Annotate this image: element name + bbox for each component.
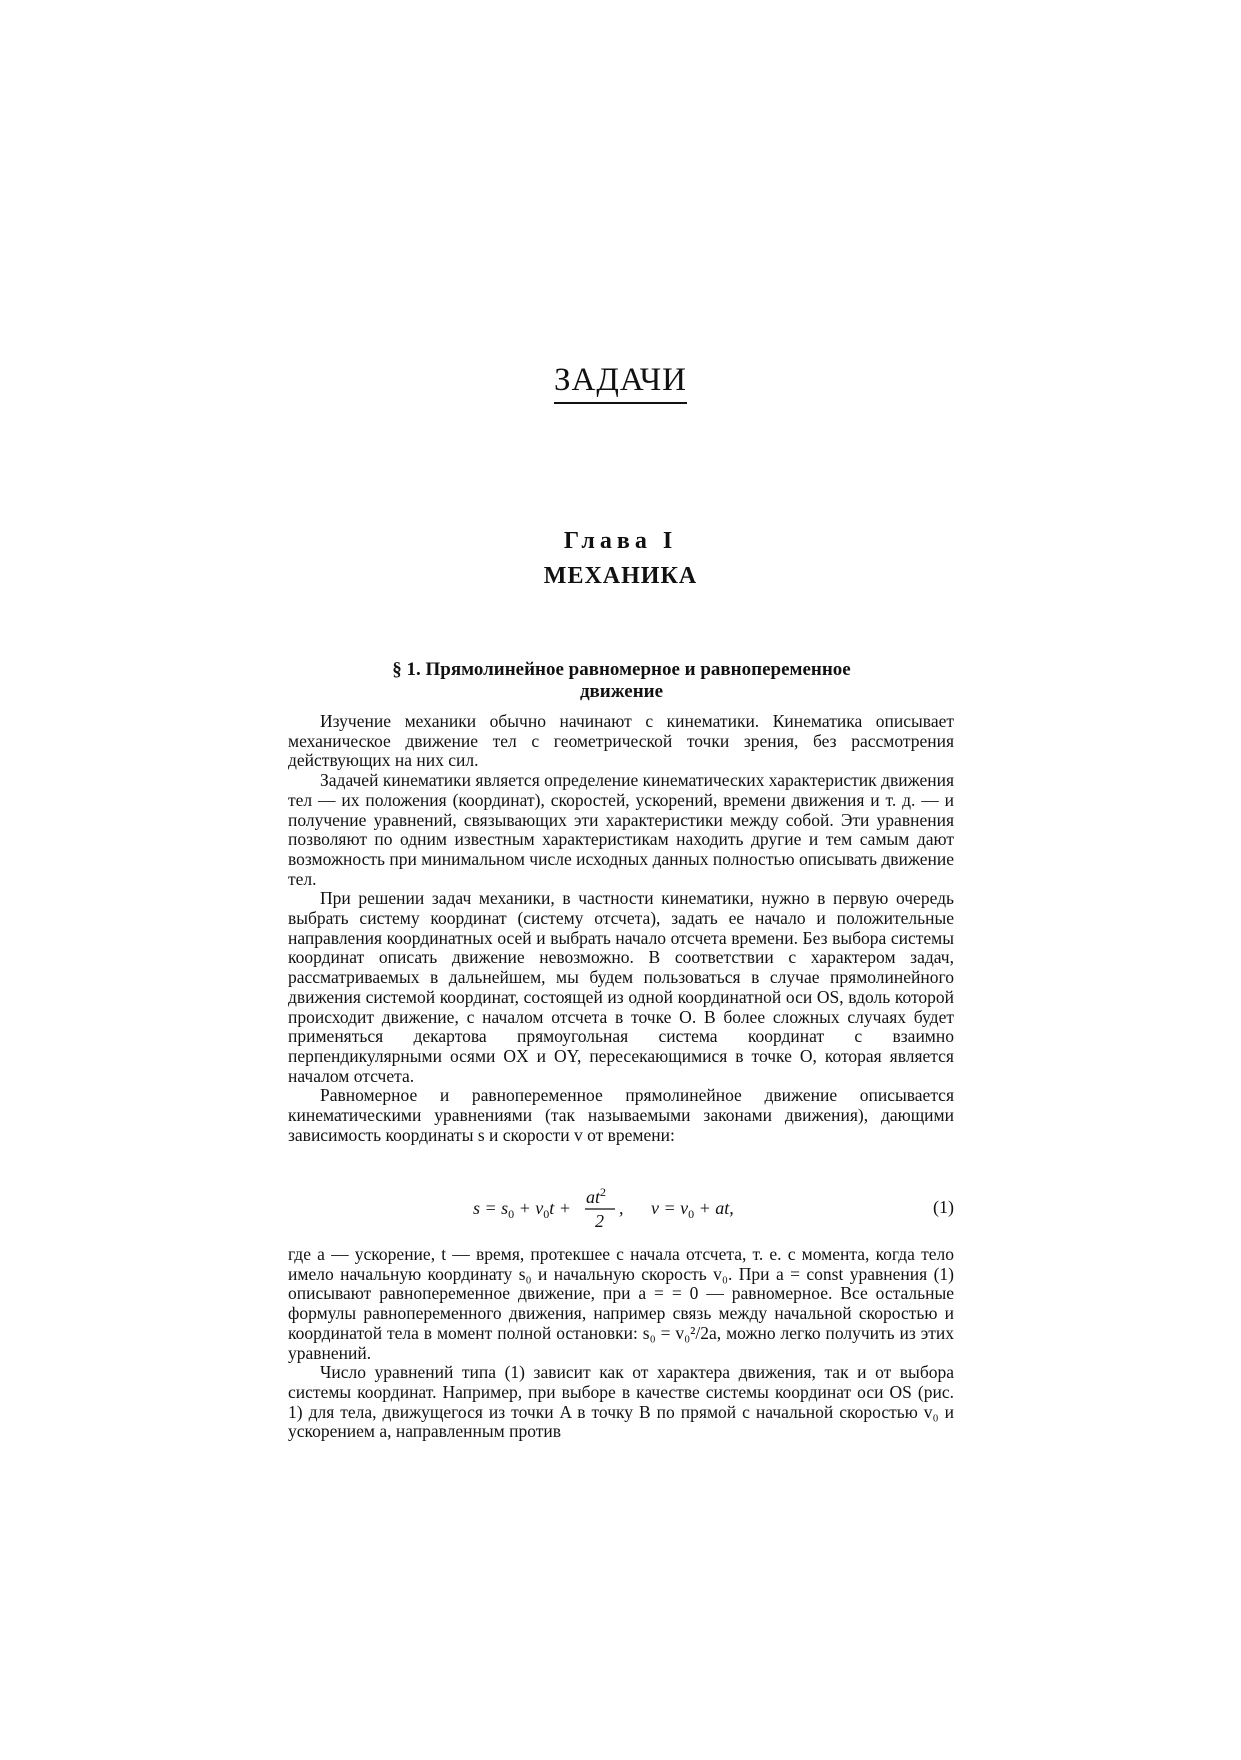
paragraph: где a — ускорение, t — время, протекшее с начала отсчета, т. е. с момента, когда тело имело начальную координату s₀ и начальную скорость v₀. При a = const уравнения (1) описывают равнопеременное движение, при a = = 0 — равномерное. Все остальные формулы равнопеременного движения, например связь между начальной скоростью и координатой тела в момент полной остановки: s₀ = v₀²/2a, можно легко получить из этих уравнений. <box>288 1244 954 1363</box>
section-title-line-2: движение <box>579 681 664 702</box>
svg-text:v = v0 + at, <box>651 1198 734 1221</box>
eq-sub: 0 <box>688 1207 695 1221</box>
eq-t-plus: t + <box>549 1198 571 1218</box>
equation-svg <box>473 1187 773 1231</box>
eq-tail: + at, <box>694 1198 734 1218</box>
svg-text:s = s0 + v0t + <box>473 1198 571 1221</box>
eq-plus-v: + v <box>514 1198 544 1218</box>
equation-number: (1) <box>933 1197 954 1217</box>
body-text-before-equation <box>288 712 954 1145</box>
part-title-text: ЗАДАЧИ <box>554 363 687 404</box>
eq-rhs: v = v <box>651 1198 689 1218</box>
part-title <box>0 362 1241 404</box>
paragraph: Изучение механики обычно начинают с кинематики. Кинематика описывает механическое движение тел с геометрической точки зрения, без рассмотрения действующих на них сил. <box>288 711 954 771</box>
body-text-after-equation <box>288 1245 954 1442</box>
paragraph: При решении задач механики, в частности кинематики, нужно в первую очередь выбрать систему координат (систему отсчета), задать ее начало и положительные направления координатных осей и выбрать начало отсчета времени. Без выбора системы координат описать движение невозможно. В соответствии с характером задач, рассматриваемых в дальнейшем, мы будем пользоваться в случае прямолинейного движения системой координат, состоящей из одной координатной оси OS, вдоль которой происходит движение, с началом отсчета в точке O. В более сложных случаях будет применяться декартова прямоугольная система координат с взаимно перпендикулярными осями OX и OY, пересекающимися в точке O, которая является началом отсчета. <box>288 888 954 1086</box>
equation-formula <box>473 1187 773 1236</box>
section-title <box>300 659 943 703</box>
eq-sq: 2 <box>600 1187 607 1199</box>
eq-frac-num: at <box>586 1187 601 1207</box>
section-title-line-1: § 1. Прямолинейное равномерное и равнопеременное <box>392 659 851 680</box>
eq-sep: , <box>619 1198 624 1218</box>
chapter-label: Глава I <box>563 528 678 554</box>
paragraph: Равномерное и равнопеременное прямолинейное движение описывается кинематическими уравнениями (так называемыми законами движения), дающими зависимость координаты s и скорости v от времени: <box>288 1085 954 1145</box>
eq-lhs: s = s <box>473 1198 509 1218</box>
chapter-title: МЕХАНИКА <box>543 563 698 589</box>
paragraph: Число уравнений типа (1) зависит как от характера движения, так и от выбора системы координат. Например, при выборе в качестве системы координат оси OS (рис. 1) для тела, движущегося из точки A в точку B по прямой с начальной скоростью v₀ и ускорением a, направленным против <box>288 1362 954 1442</box>
eq-sub: 0 <box>543 1207 550 1221</box>
paragraph: Задачей кинематики является определение кинематических характеристик движения тел — их положения (координат), скоростей, ускорений, времени движения и т. д. — и получение уравнений, связывающих эти характеристики между собой. Эти уравнения позволяют по одним известным характеристикам находить другие и тем самым дают возможность при минимальном числе исходных данных полностью описывать движение тел. <box>288 770 954 889</box>
eq-frac-den: 2 <box>595 1211 604 1231</box>
eq-sub: 0 <box>508 1207 515 1221</box>
equation-1 <box>288 1183 954 1231</box>
svg-text:at2 <box>586 1187 606 1207</box>
